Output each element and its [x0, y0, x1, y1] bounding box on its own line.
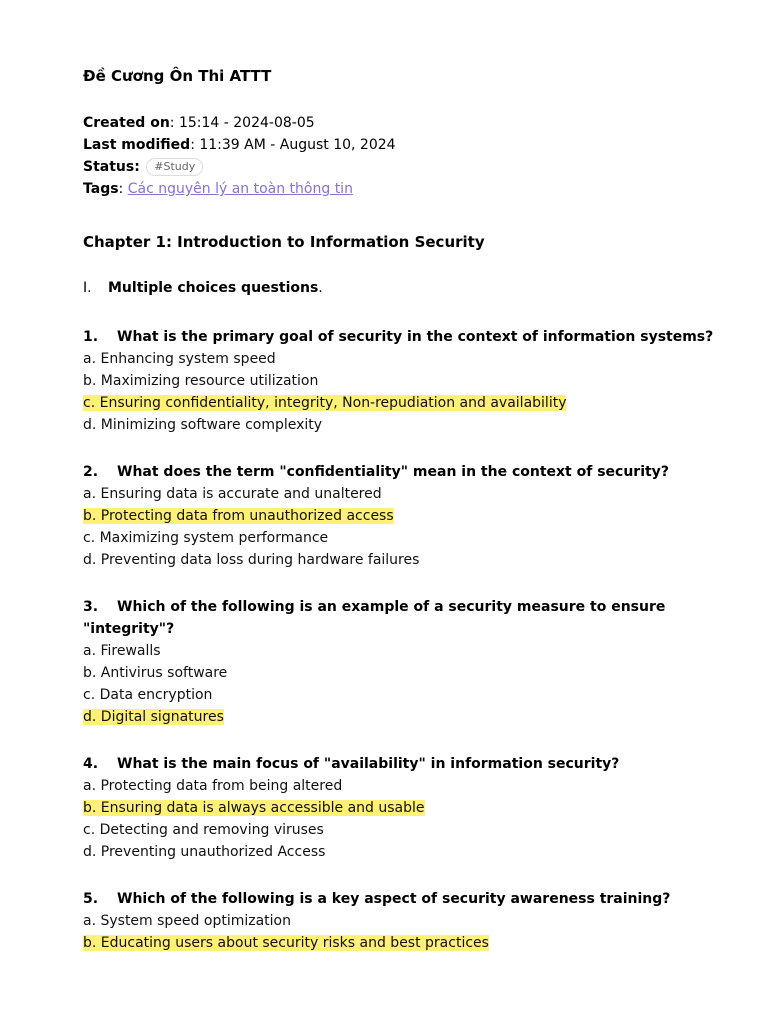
option-text: b. Antivirus software: [83, 665, 228, 681]
section-number: I.: [83, 280, 92, 296]
metadata-block: [83, 112, 723, 200]
tags-key: Tags: [83, 181, 119, 197]
question-text: [83, 888, 723, 910]
question-number: 4.: [83, 756, 99, 772]
option-text: a. Protecting data from being altered: [83, 778, 343, 794]
question-2: [83, 461, 723, 571]
answer-option-correct: [83, 392, 723, 414]
answer-option: [83, 662, 723, 684]
created-value: 15:14 - 2024-08-05: [178, 115, 315, 131]
answer-option-correct: [83, 505, 723, 527]
answer-option: [83, 775, 723, 797]
question-prompt-continued: "integrity"?: [83, 621, 175, 637]
section-label: Multiple choices questions: [108, 280, 319, 296]
answer-option: [83, 527, 723, 549]
question-number: 5.: [83, 891, 99, 907]
created-key: Created on: [83, 115, 170, 131]
question-text: [83, 596, 723, 618]
answer-option-correct: [83, 706, 723, 728]
question-number: 1.: [83, 329, 99, 345]
answer-option: [83, 910, 723, 932]
tag-link[interactable]: Các nguyên lý an toàn thông tin: [127, 181, 353, 197]
question-prompt: What is the primary goal of security in the context of information systems?: [117, 329, 714, 345]
modified-value: 11:39 AM - August 10, 2024: [199, 137, 396, 153]
question-prompt: What does the term "confidentiality" mean in the context of security?: [117, 464, 669, 480]
option-text-highlighted: d. Digital signatures: [83, 709, 224, 725]
question-text: [83, 753, 723, 775]
question-number: 3.: [83, 599, 99, 615]
answer-option-correct: [83, 932, 723, 954]
question-text: [83, 461, 723, 483]
option-text-highlighted: b. Ensuring data is always accessible and usable: [83, 800, 425, 816]
option-text: c. Maximizing system performance: [83, 530, 329, 546]
modified-key: Last modified: [83, 137, 191, 153]
question-1: [83, 326, 723, 436]
option-text-highlighted: b. Protecting data from unauthorized access: [83, 508, 394, 524]
answer-option: [83, 549, 723, 571]
question-5: [83, 888, 723, 954]
answer-option: [83, 414, 723, 436]
option-text: a. Enhancing system speed: [83, 351, 276, 367]
document-title: Đề Cương Ôn Thi ATTT: [83, 67, 272, 85]
option-text: d. Preventing unauthorized Access: [83, 844, 326, 860]
option-text: a. Firewalls: [83, 643, 161, 659]
status-badge[interactable]: #Study: [146, 158, 203, 176]
answer-option: [83, 370, 723, 392]
created-row: Created on: 15:14 - 2024-08-05: [83, 115, 315, 131]
option-text: d. Minimizing software complexity: [83, 417, 323, 433]
section-suffix: .: [318, 280, 323, 296]
document-page: [83, 64, 723, 954]
status-key: Status:: [83, 159, 140, 175]
answer-option: [83, 841, 723, 863]
option-text: b. Maximizing resource utilization: [83, 373, 319, 389]
answer-option-correct: [83, 797, 723, 819]
option-text: a. Ensuring data is accurate and unaltered: [83, 486, 382, 502]
option-text: a. System speed optimization: [83, 913, 291, 929]
option-text: d. Preventing data loss during hardware failures: [83, 552, 420, 568]
question-prompt: Which of the following is a key aspect of security awareness training?: [117, 891, 671, 907]
modified-row: Last modified: 11:39 AM - August 10, 2024: [83, 137, 396, 153]
option-text-highlighted: b. Educating users about security risks and best practices: [83, 935, 489, 951]
question-3: [83, 596, 723, 728]
answer-option: [83, 819, 723, 841]
answer-option: [83, 640, 723, 662]
question-prompt: What is the main focus of "availability" in information security?: [117, 756, 620, 772]
answer-option: [83, 684, 723, 706]
option-text-highlighted: c. Ensuring confidentiality, integrity, Non-repudiation and availability: [83, 395, 567, 411]
question-text-continued: [83, 618, 723, 640]
answer-option: [83, 348, 723, 370]
section-heading: [83, 276, 723, 300]
status-row: [83, 156, 723, 178]
question-text: [83, 326, 723, 348]
tags-row: Tags: Các nguyên lý an toàn thông tin: [83, 181, 353, 197]
question-prompt: Which of the following is an example of a security measure to ensure: [117, 599, 666, 615]
chapter-heading: Chapter 1: Introduction to Information Security: [83, 233, 485, 251]
option-text: c. Detecting and removing viruses: [83, 822, 324, 838]
option-text: c. Data encryption: [83, 687, 213, 703]
question-number: 2.: [83, 464, 99, 480]
question-4: [83, 753, 723, 863]
answer-option: [83, 483, 723, 505]
